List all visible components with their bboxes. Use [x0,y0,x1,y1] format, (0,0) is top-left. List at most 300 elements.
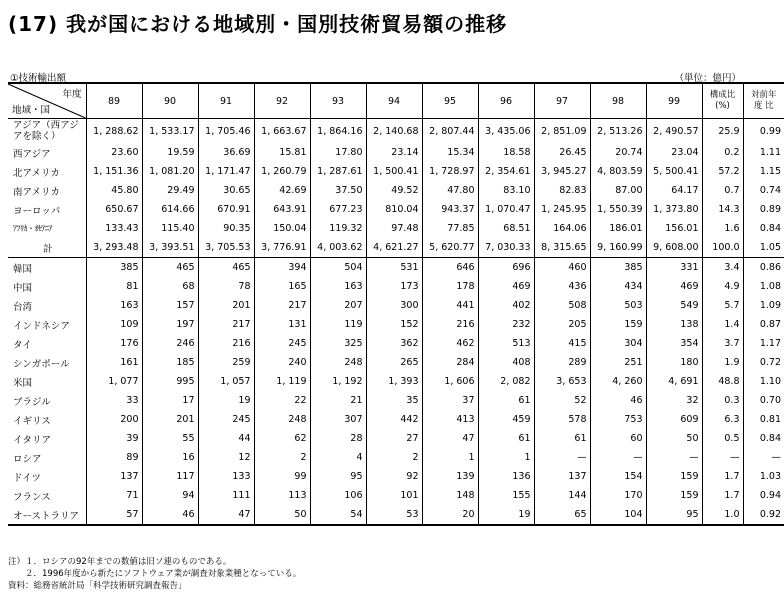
value-cell: 106 [310,486,366,505]
value-cell: 504 [310,258,366,278]
value-cell: 354 [646,334,702,353]
value-cell: 2, 140.68 [366,119,422,144]
ratio-cell: — [743,448,784,467]
share-cell: 0.3 [702,391,743,410]
value-cell: 47 [422,429,478,448]
value-cell: 60 [590,429,646,448]
corner-year-label: 年度 [62,89,82,100]
ratio-cell: 0.94 [743,486,784,505]
value-cell: 152 [366,315,422,334]
value-cell: 20 [422,505,478,525]
country-row [8,486,784,505]
value-cell: 117 [142,467,198,486]
year-header: 95 [422,83,478,119]
value-cell: — [646,448,702,467]
value-cell: 995 [142,372,198,391]
year-header: 97 [534,83,590,119]
country-name: 韓国 [13,263,33,275]
value-cell: 259 [198,353,254,372]
value-cell: 20.74 [590,143,646,162]
country-name: インドネシア [13,320,70,332]
region-section [8,119,784,258]
value-cell: 18.58 [478,143,534,162]
year-header: 93 [310,83,366,119]
value-cell: 148 [422,486,478,505]
year-header: 96 [478,83,534,119]
value-cell: 207 [310,296,366,315]
ratio-cell: 0.84 [743,429,784,448]
region-name: 計 [8,238,86,258]
value-cell: 33 [86,391,142,410]
value-cell: 300 [366,296,422,315]
value-cell: 81 [86,277,142,296]
value-cell: 201 [142,410,198,429]
value-cell: 68 [142,277,198,296]
value-cell: 57 [86,505,142,525]
value-cell: 90.35 [198,219,254,238]
value-cell: 442 [366,410,422,429]
value-cell: 89 [86,448,142,467]
value-cell: 178 [422,277,478,296]
value-cell: 284 [422,353,478,372]
value-cell: 144 [534,486,590,505]
ratio-cell: 0.74 [743,181,784,200]
value-cell: 150.04 [254,219,310,238]
value-cell: 2 [254,448,310,467]
value-cell: 61 [478,429,534,448]
country-name: 台湾 [13,301,33,313]
value-cell: 217 [254,296,310,315]
share-header: 構成比 (%) [702,83,743,119]
value-cell: 17 [142,391,198,410]
value-cell: 185 [142,353,198,372]
value-cell: 9, 160.99 [590,238,646,258]
region-row [8,143,784,162]
country-row [8,334,784,353]
value-cell: 1, 500.41 [366,162,422,181]
ratio-header: 対前年 度 比 [743,83,784,119]
value-cell: 50 [254,505,310,525]
value-cell: 95 [310,467,366,486]
share-cell: 0.5 [702,429,743,448]
share-cell: 1.9 [702,353,743,372]
value-cell: 245 [198,410,254,429]
value-cell: 331 [646,258,702,278]
footnote: 資料：総務省統計局「科学技術研究調査報告」 [8,581,187,591]
value-cell: 186.01 [590,219,646,238]
value-cell: 643.91 [254,200,310,219]
value-cell: 248 [310,353,366,372]
value-cell: 1, 606 [422,372,478,391]
region-row [8,119,784,144]
value-cell: 385 [86,258,142,278]
value-cell: 137 [86,467,142,486]
country-name: ドイツ [13,472,42,484]
share-cell: 3.7 [702,334,743,353]
value-cell: 165 [254,277,310,296]
value-cell: 170 [590,486,646,505]
value-cell: 1, 864.16 [310,119,366,144]
ratio-cell: 0.92 [743,505,784,525]
value-cell: 173 [366,277,422,296]
value-cell: 23.04 [646,143,702,162]
value-cell: 469 [478,277,534,296]
year-header: 94 [366,83,422,119]
value-cell: 155 [478,486,534,505]
value-cell: 1, 393 [366,372,422,391]
share-cell: 1.0 [702,505,743,525]
value-cell: 304 [590,334,646,353]
footnote: 注）１．ロシアの92年までの数値は旧ソ連のものである。 [8,557,232,567]
value-cell: 413 [422,410,478,429]
region-name: 西アジア [13,148,51,160]
value-cell: 3, 776.91 [254,238,310,258]
country-name: オーストラリア [13,510,80,522]
year-header: 98 [590,83,646,119]
value-cell: 53 [366,505,422,525]
ratio-cell: 1.11 [743,143,784,162]
unit-label: （単位：億円） [674,73,741,84]
share-cell: 48.8 [702,372,743,391]
value-cell: 44 [198,429,254,448]
year-header: 90 [142,83,198,119]
value-cell: 1, 119 [254,372,310,391]
region-row [8,162,784,181]
value-cell: 5, 500.41 [646,162,702,181]
value-cell: 54 [310,505,366,525]
value-cell: 216 [198,334,254,353]
value-cell: 646 [422,258,478,278]
value-cell: 68.51 [478,219,534,238]
value-cell: 462 [422,334,478,353]
value-cell: 92 [366,467,422,486]
value-cell: 508 [534,296,590,315]
value-cell: 62 [254,429,310,448]
value-cell: 47 [198,505,254,525]
country-row [8,353,784,372]
value-cell: 3, 705.53 [198,238,254,258]
country-name: タイ [13,339,32,351]
value-cell: 1, 287.61 [310,162,366,181]
value-cell: 1, 533.17 [142,119,198,144]
value-cell: 55 [142,429,198,448]
value-cell: 83.10 [478,181,534,200]
country-name: 米国 [13,377,33,389]
value-cell: 19 [478,505,534,525]
value-cell: 2, 082 [478,372,534,391]
ratio-cell: 1.10 [743,372,784,391]
value-cell: 248 [254,410,310,429]
country-name: イタリア [13,434,52,446]
value-cell: 1, 245.95 [534,200,590,219]
value-cell: 42.69 [254,181,310,200]
ratio-cell: 0.99 [743,119,784,144]
value-cell: 19.59 [142,143,198,162]
region-row [8,200,784,219]
ratio-cell: 1.15 [743,162,784,181]
value-cell: 97.48 [366,219,422,238]
share-cell: 1.6 [702,219,743,238]
value-cell: 159 [646,467,702,486]
value-cell: 4, 691 [646,372,702,391]
value-cell: 19 [198,391,254,410]
share-cell: 1.4 [702,315,743,334]
value-cell: 45.80 [86,181,142,200]
value-cell: 39 [86,429,142,448]
value-cell: 531 [366,258,422,278]
value-cell: 133.43 [86,219,142,238]
header-row [8,83,784,119]
value-cell: 8, 315.65 [534,238,590,258]
country-name: シンガポール [13,358,70,370]
value-cell: 3, 393.51 [142,238,198,258]
share-cell: 1.7 [702,486,743,505]
value-cell: 176 [86,334,142,353]
value-cell: 1, 192 [310,372,366,391]
value-cell: 99 [254,467,310,486]
tech-export-table [8,82,784,526]
value-cell: 415 [534,334,590,353]
value-cell: 1, 728.97 [422,162,478,181]
footnotes [8,556,301,592]
value-cell: 2, 513.26 [590,119,646,144]
value-cell: 113 [254,486,310,505]
share-cell: 57.2 [702,162,743,181]
value-cell: 943.37 [422,200,478,219]
ratio-cell: 1.03 [743,467,784,486]
value-cell: 37.50 [310,181,366,200]
region-row [8,181,784,200]
share-cell: 1.7 [702,467,743,486]
value-cell: 161 [86,353,142,372]
value-cell: 609 [646,410,702,429]
ratio-cell: 1.09 [743,296,784,315]
value-cell: 1, 077 [86,372,142,391]
value-cell: 47.80 [422,181,478,200]
country-row [8,372,784,391]
value-cell: 1, 171.47 [198,162,254,181]
country-section [8,258,784,526]
value-cell: 810.04 [366,200,422,219]
value-cell: 1 [422,448,478,467]
value-cell: 408 [478,353,534,372]
corner-header [8,83,86,119]
year-header: 89 [86,83,142,119]
country-name: ブラジル [13,396,51,408]
value-cell: 17.80 [310,143,366,162]
value-cell: 139 [422,467,478,486]
share-cell: 4.9 [702,277,743,296]
value-cell: 109 [86,315,142,334]
ratio-cell: 1.17 [743,334,784,353]
ratio-cell: 0.89 [743,200,784,219]
value-cell: 3, 293.48 [86,238,142,258]
value-cell: 232 [478,315,534,334]
share-cell: 0.7 [702,181,743,200]
ratio-cell: 0.81 [743,410,784,429]
ratio-cell: 1.08 [743,277,784,296]
value-cell: 12 [198,448,254,467]
value-cell: 197 [142,315,198,334]
value-cell: 111 [198,486,254,505]
value-cell: 94 [142,486,198,505]
value-cell: 71 [86,486,142,505]
value-cell: 21 [310,391,366,410]
region-row [8,238,784,258]
value-cell: 1, 663.67 [254,119,310,144]
value-cell: 16 [142,448,198,467]
value-cell: 65 [534,505,590,525]
value-cell: 78 [198,277,254,296]
region-name: アジア（西アジアを除く） [13,120,79,142]
value-cell: 46 [590,391,646,410]
region-name: 南アメリカ [13,186,60,198]
value-cell: 4, 003.62 [310,238,366,258]
value-cell: 36.69 [198,143,254,162]
value-cell: 64.17 [646,181,702,200]
country-name: イギリス [13,415,51,427]
value-cell: 159 [646,486,702,505]
value-cell: 9, 608.00 [646,238,702,258]
value-cell: 49.52 [366,181,422,200]
value-cell: 265 [366,353,422,372]
value-cell: 549 [646,296,702,315]
value-cell: 32 [646,391,702,410]
value-cell: 696 [478,258,534,278]
value-cell: 164.06 [534,219,590,238]
value-cell: 119 [310,315,366,334]
share-cell: 100.0 [702,238,743,258]
value-cell: 469 [646,277,702,296]
value-cell: 362 [366,334,422,353]
share-cell: 25.9 [702,119,743,144]
value-cell: 77.85 [422,219,478,238]
value-cell: 157 [142,296,198,315]
value-cell: 2, 807.44 [422,119,478,144]
value-cell: 131 [254,315,310,334]
ratio-cell: 0.70 [743,391,784,410]
value-cell: 50 [646,429,702,448]
value-cell: 1 [478,448,534,467]
value-cell: 104 [590,505,646,525]
value-cell: 101 [366,486,422,505]
year-header: 99 [646,83,702,119]
value-cell: 4, 621.27 [366,238,422,258]
value-cell: 650.67 [86,200,142,219]
value-cell: 23.60 [86,143,142,162]
value-cell: 217 [198,315,254,334]
country-row [8,410,784,429]
region-name: ヨーロッパ [13,205,61,217]
value-cell: 87.00 [590,181,646,200]
value-cell: 434 [590,277,646,296]
value-cell: 200 [86,410,142,429]
value-cell: 35 [366,391,422,410]
value-cell: 159 [590,315,646,334]
value-cell: 513 [478,334,534,353]
share-cell: 6.3 [702,410,743,429]
value-cell: 180 [646,353,702,372]
value-cell: 23.14 [366,143,422,162]
value-cell: 22 [254,391,310,410]
country-row [8,467,784,486]
ratio-cell: 0.84 [743,219,784,238]
value-cell: 2, 490.57 [646,119,702,144]
value-cell: 325 [310,334,366,353]
value-cell: 4, 260 [590,372,646,391]
value-cell: 503 [590,296,646,315]
country-row [8,505,784,525]
value-cell: 4 [310,448,366,467]
ratio-cell: 0.87 [743,315,784,334]
value-cell: 441 [422,296,478,315]
value-cell: 61 [534,429,590,448]
value-cell: 2, 851.09 [534,119,590,144]
value-cell: 402 [478,296,534,315]
value-cell: 753 [590,410,646,429]
value-cell: 30.65 [198,181,254,200]
value-cell: 7, 030.33 [478,238,534,258]
share-cell: 5.7 [702,296,743,315]
value-cell: 156.01 [646,219,702,238]
value-cell: 1, 151.36 [86,162,142,181]
value-cell: 240 [254,353,310,372]
value-cell: 136 [478,467,534,486]
value-cell: 3, 945.27 [534,162,590,181]
value-cell: 670.91 [198,200,254,219]
value-cell: 394 [254,258,310,278]
value-cell: 1, 057 [198,372,254,391]
value-cell: 459 [478,410,534,429]
value-cell: 15.34 [422,143,478,162]
country-row [8,258,784,278]
value-cell: 289 [534,353,590,372]
value-cell: 15.81 [254,143,310,162]
value-cell: 26.45 [534,143,590,162]
region-name: ｱﾌﾘｶ・ｵｾｱﾆｱ [13,224,52,233]
value-cell: 1, 288.62 [86,119,142,144]
value-cell: 5, 620.77 [422,238,478,258]
value-cell: 119.32 [310,219,366,238]
share-cell: 3.4 [702,258,743,278]
country-name: フランス [13,491,51,503]
value-cell: 3, 435.06 [478,119,534,144]
corner-region-label: 地域・国 [12,105,51,116]
ratio-cell: 1.05 [743,238,784,258]
value-cell: 82.83 [534,181,590,200]
value-cell: 163 [86,296,142,315]
table-subtitle: ①技術輸出額 [10,73,67,84]
value-cell: 465 [198,258,254,278]
value-cell: 52 [534,391,590,410]
value-cell: 2, 354.61 [478,162,534,181]
value-cell: 46 [142,505,198,525]
value-cell: 251 [590,353,646,372]
value-cell: 154 [590,467,646,486]
value-cell: 1, 260.79 [254,162,310,181]
value-cell: 1, 081.20 [142,162,198,181]
value-cell: 677.23 [310,200,366,219]
country-name: 中国 [13,282,33,294]
value-cell: 2 [366,448,422,467]
value-cell: — [534,448,590,467]
value-cell: 245 [254,334,310,353]
ratio-cell: 0.72 [743,353,784,372]
country-row [8,448,784,467]
share-cell: 0.2 [702,143,743,162]
value-cell: 133 [198,467,254,486]
page-title: (17) 我が国における地域別・国別技術貿易額の推移 [8,12,508,36]
